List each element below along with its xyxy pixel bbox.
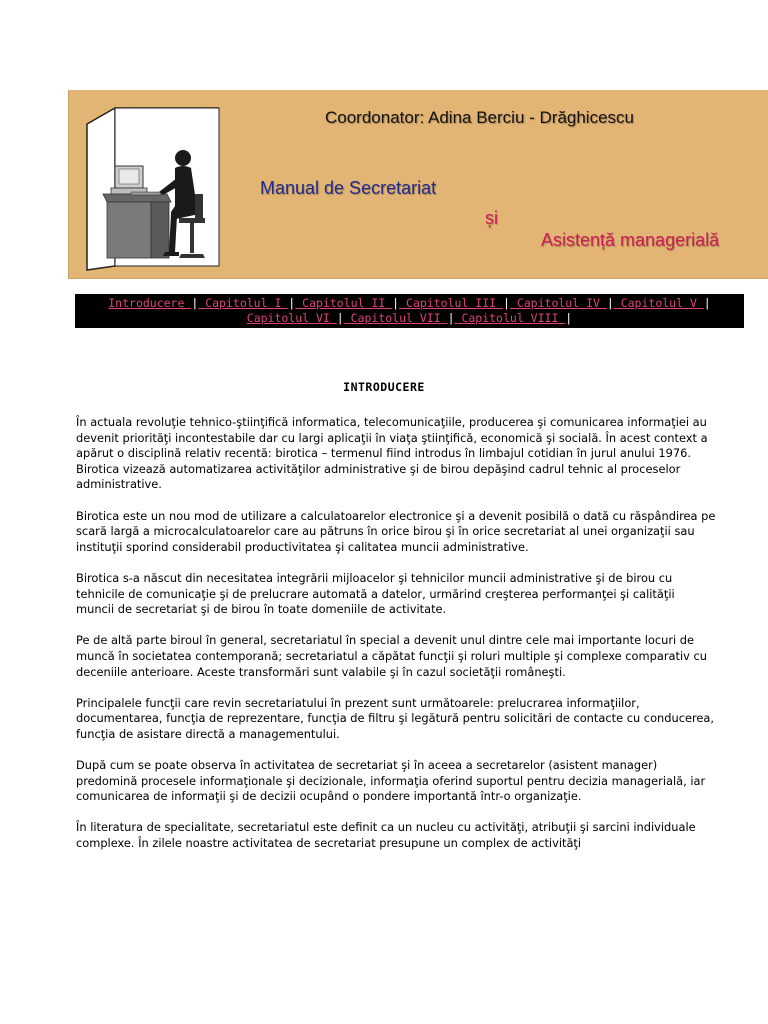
nav-link-capitolul-2[interactable]: Capitolul II <box>295 296 393 310</box>
header-banner <box>68 90 768 279</box>
nav-link-capitolul-8[interactable]: Capitolul VIII <box>454 311 566 325</box>
nav-separator: | <box>565 311 573 325</box>
nav-separator: | <box>502 296 510 310</box>
paragraph: În actuala revoluţie tehnico-ştiinţifică informatica, telecomunicaţiile, producerea şi comunicarea informaţiei au devenit priorităţi incontestabile dar cu largi aplicaţii în viaţa ştiinţifică, economică şi socială. În acest context a apărut o disciplină relativ recentă: birotica – termenul fiind introdus în limbajul cotidian în jurul anului 1976. Birotica vizează automatizarea activităţilor administrative şi de birou depăşind cadrul tehnic al proceselor administrative. <box>76 415 708 492</box>
section-title: INTRODUCERE <box>343 380 425 394</box>
paragraph: După cum se poate observa în activitatea de secretariat şi în aceea a secretarelor (asistent manager) predomină procesele informaţionale şi decizionale, informaţia oferind suportul pentru decizia managerială, iar comunicarea de informaţii şi de decizii ocupând o pondere importantă într-o organizaţie. <box>76 758 706 804</box>
nav-link-introducere[interactable]: Introducere <box>108 296 192 310</box>
paragraph: Birotica s-a născut din necesitatea integrării mijloacelor şi tehnicilor muncii administrative şi de birou cu tehnicile de comunicaţie şi de prelucrare automată a datelor, urmărind creşterea performanţei şi calităţii muncii de secretariat şi de birou în toate domeniile de activitate. <box>76 570 675 617</box>
manual-subtitle: Asistență managerială <box>541 230 720 250</box>
nav-separator: | <box>191 296 199 310</box>
title-conjunction: și <box>485 208 498 228</box>
chapter-navigation <box>75 294 744 328</box>
paragraph: Birotica este un nou mod de utilizare a calculatoarelor electronice şi a devenit posibilă o dată cu răspândirea pe scară largă a microcalculatoarelor care au pătruns în orice birou şi în orice secretariat al unei organizaţii sau instituţii sporind considerabil productivitatea şi calitatea muncii administrative. <box>76 508 716 554</box>
nav-link-capitolul-3[interactable]: Capitolul III <box>399 296 503 310</box>
office-worker-illustration <box>79 102 229 272</box>
nav-link-capitolul-1[interactable]: Capitolul I <box>198 296 289 310</box>
nav-separator: | <box>392 296 400 310</box>
nav-separator: | <box>288 296 296 310</box>
nav-link-capitolul-6[interactable]: Capitolul VI <box>246 311 337 325</box>
paragraph: Pe de altă parte biroul în general, secretariatul în special a devenit unul dintre cele mai importante locuri de muncă în societatea contemporană; secretariatul a căpătat funcţii şi roluri multiple şi complexe comparativ cu deceniile anterioare. Aceste transformări sunt valabile şi în cazul societăţii româneşti. <box>76 633 707 679</box>
nav-separator: | <box>336 311 344 325</box>
nav-link-capitolul-4[interactable]: Capitolul IV <box>509 296 607 310</box>
coordinator-line: Coordonator: Adina Berciu - Drăghicescu <box>325 108 634 127</box>
paragraph: Principalele funcţii care revin secretariatului în prezent sunt următoarele: prelucrarea informaţiilor, documentarea, funcţia de reprezentare, funcţia de filtru şi legătură pentru solicitări de contacte cu conducerea, funcţia de asistare directă a managementului. <box>76 695 715 741</box>
nav-link-capitolul-5[interactable]: Capitolul V <box>613 296 704 310</box>
nav-link-capitolul-7[interactable]: Capitolul VII <box>343 311 448 325</box>
nav-separator: | <box>447 311 455 325</box>
document-body <box>76 415 716 867</box>
nav-separator: | <box>606 296 614 310</box>
paragraph: În literatura de specialitate, secretariatul este definit ca un nucleu cu activităţi, atribuţii şi sarcini individuale complexe. În zilele noastre activitatea de secretariat presupune un complex de activităţi <box>76 820 696 851</box>
nav-separator: | <box>703 296 711 310</box>
manual-title: Manual de Secretariat <box>260 178 437 198</box>
